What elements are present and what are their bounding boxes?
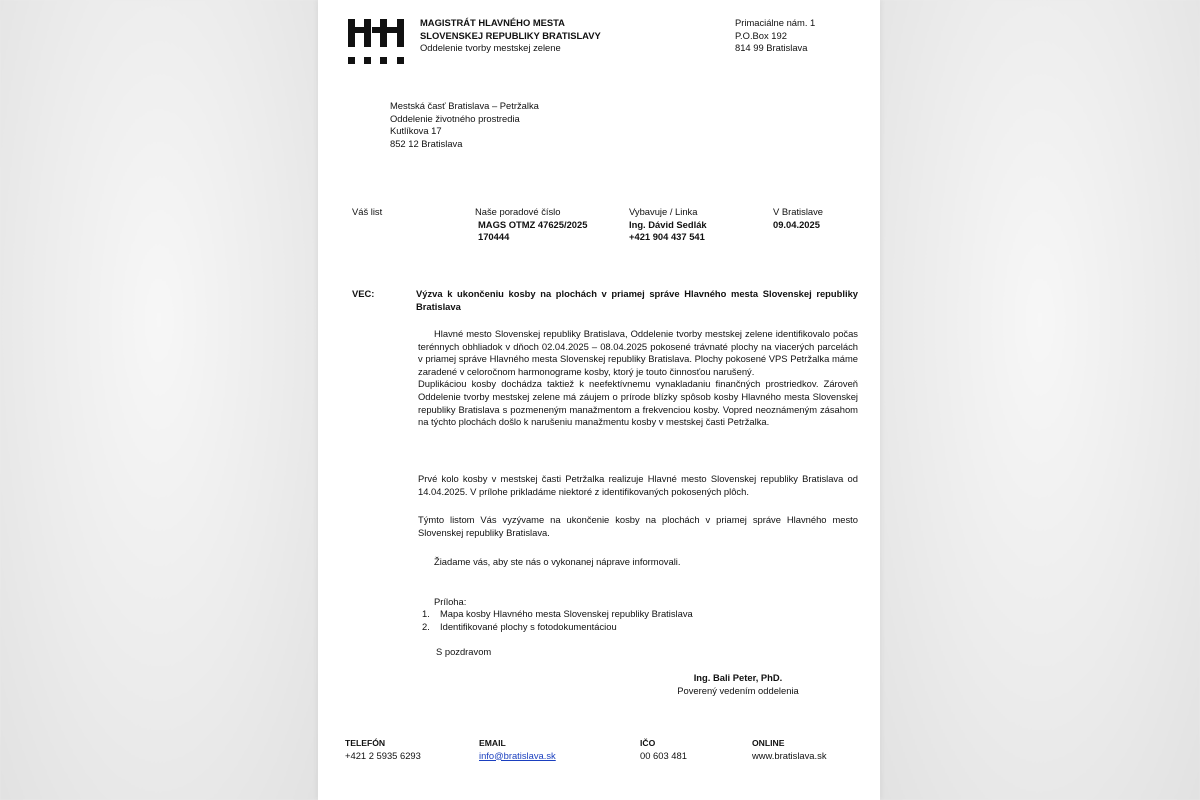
footer-online xyxy=(752,737,827,762)
background-left xyxy=(0,0,318,800)
meta-date xyxy=(773,206,823,231)
meta-vas-list xyxy=(352,206,382,219)
recipient-line3: Kutlíkova 17 xyxy=(390,125,442,137)
attachment-text: Identifikované plochy s fotodokumentáciou xyxy=(440,620,617,632)
attachments-list xyxy=(422,608,842,633)
reference-number: MAGS OTMZ 47625/2025 xyxy=(478,218,588,230)
department-name: Oddelenie tvorby mestskej zelene xyxy=(420,42,561,54)
header-organization xyxy=(420,17,640,55)
org-name-line2: SLOVENSKEJ REPUBLIKY BRATISLAVY xyxy=(420,29,601,41)
signer-role: Poverený vedením oddelenia xyxy=(677,684,799,696)
attachment-number: 1. xyxy=(422,608,430,619)
address-line1: Primaciálne nám. 1 xyxy=(735,17,816,28)
body-paragraph-2: Prvé kolo kosby v mestskej časti Petržalka realizuje Hlavné mesto Slovenskej republiky Bratislava od 14.04.2025. V prílohe prikladáme niektoré z identifikovaných pokosených plôch. xyxy=(418,473,858,497)
recipient-line2: Oddelenie životného prostredia xyxy=(390,112,520,124)
contact-phone: +421 904 437 541 xyxy=(629,231,705,243)
place-label: V Bratislave xyxy=(773,206,824,217)
reference-number-secondary: 170444 xyxy=(478,231,510,243)
contact-label: Vybavuje / Linka xyxy=(629,206,698,217)
recipient-line4: 852 12 Bratislava xyxy=(390,137,463,149)
contact-name: Ing. Dávid Sedlák xyxy=(629,218,707,230)
org-name-line1: MAGISTRÁT HLAVNÉHO MESTA xyxy=(420,17,565,28)
attachment-text: Mapa kosby Hlavného mesta Slovenskej republiky Bratislava xyxy=(440,608,693,619)
body-paragraph-1b: Duplikáciou kosby dochádza taktiež k neefektívnemu vynakladaniu finančných prostriedkov. Zároveň Oddelenie tvorby mestskej zelene má záujem o prírode blízky spôsob kosby Hlavného mesta Slovenskej republiky Bratislava s pozmeneným manažmentom a frekvenciou kosby. Vopred neoznámeným zásahom na týchto plochách došlo k narušeniu manažmentu kosby v mestskej časti Petržalka. xyxy=(418,378,858,428)
subject-title: Výzva k ukončeniu kosby na plochách v priamej správe Hlavného mesta Slovenskej republiky Bratislava xyxy=(416,288,858,312)
footer-email-label: EMAIL xyxy=(479,738,506,748)
background-right xyxy=(880,0,1200,800)
footer-email xyxy=(479,737,556,762)
attachments-label: Príloha: xyxy=(434,596,467,607)
footer-email-link[interactable]: info@bratislava.sk xyxy=(479,749,556,761)
letter-date: 09.04.2025 xyxy=(773,218,820,230)
footer-ico-value: 00 603 481 xyxy=(640,749,687,761)
signer-name: Ing. Bali Peter, PhD. xyxy=(693,672,783,683)
meta-contact xyxy=(629,206,707,244)
address-line3: 814 99 Bratislava xyxy=(735,42,808,54)
meta-reference xyxy=(475,206,587,244)
reference-label: Naše poradové číslo xyxy=(475,206,561,217)
bratislava-logo-icon xyxy=(348,17,404,67)
footer-phone xyxy=(345,737,421,762)
footer-ico-label: IČO xyxy=(640,738,656,748)
footer-online-label: ONLINE xyxy=(752,738,785,748)
body-paragraph-1-text: Hlavné mesto Slovenskej republiky Bratislava, Oddelenie tvorby mestskej zelene identifikovalo počas terénnych obhliadok v dňoch 02.04.2025 – 08.04.2025 pokosené trávnaté plochy na viacerých parcelách v priamej správe Hlavného mesta Slovenskej republiky Bratislava. Plochy pokosené VPS Petržalka máme zaradené v celoročnom harmonograme kosby, ktorý je touto činnosťou narušený. xyxy=(418,328,858,377)
attachment-item xyxy=(422,621,842,634)
vas-list-label: Váš list xyxy=(352,206,383,217)
body-paragraph-4: Žiadame vás, aby ste nás o vykonanej náprave informovali. xyxy=(434,556,681,567)
closing-greeting: S pozdravom xyxy=(436,646,492,657)
footer-phone-label: TELEFÓN xyxy=(345,738,386,748)
body-paragraph-3: Týmto listom Vás vyzývame na ukončenie kosby na plochách v priamej správe Hlavného mesto Slovenskej republiky Bratislava. xyxy=(418,514,858,538)
signature-block xyxy=(618,672,858,697)
subject-label: VEC: xyxy=(352,288,375,299)
footer-ico xyxy=(640,737,687,762)
body-paragraph-1 xyxy=(418,328,858,429)
attachment-number: 2. xyxy=(422,620,430,632)
header-address xyxy=(735,17,875,55)
attachment-item xyxy=(422,608,842,621)
letter-page xyxy=(318,0,880,800)
address-line2: P.O.Box 192 xyxy=(735,29,787,41)
footer-phone-value: +421 2 5935 6293 xyxy=(345,749,421,761)
recipient-address xyxy=(390,100,690,150)
footer-online-value: www.bratislava.sk xyxy=(752,749,827,761)
recipient-line1: Mestská časť Bratislava – Petržalka xyxy=(390,100,539,111)
